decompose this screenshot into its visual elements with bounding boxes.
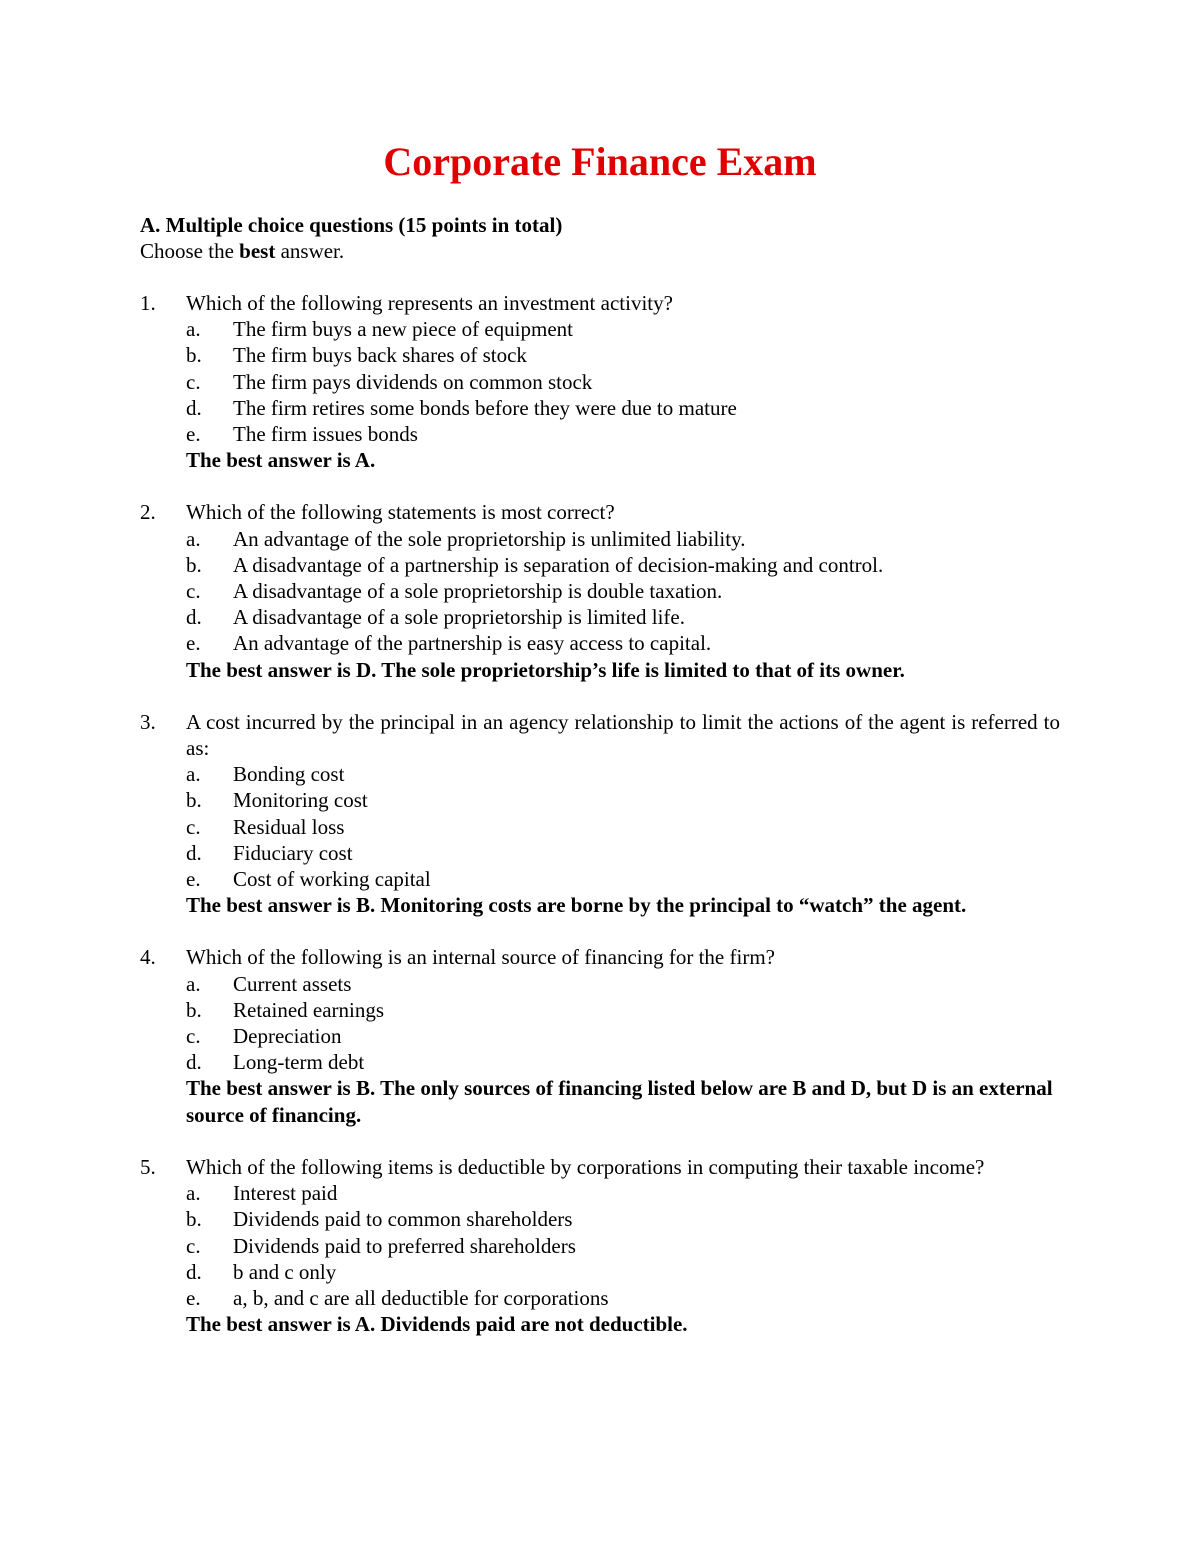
option-text: The firm retires some bonds before they were due to mature: [233, 395, 737, 420]
option-letter: b.: [186, 997, 202, 1022]
question-number: 2.: [140, 500, 156, 525]
option-item: [186, 578, 1060, 604]
option-text: Fiduciary cost: [233, 840, 353, 865]
option-item: [186, 787, 1060, 813]
option-letter: b.: [186, 552, 202, 577]
option-letter: e.: [186, 1285, 201, 1310]
page-title: Corporate Finance Exam: [383, 139, 817, 184]
question-text: Which of the following statements is most correct?: [186, 500, 615, 525]
option-text: An advantage of the sole proprietorship is unlimited liability.: [233, 526, 746, 551]
answer-text: The best answer is B. Monitoring costs are borne by the principal to “watch” the agent.: [186, 893, 967, 918]
option-letter: d.: [186, 1050, 202, 1075]
question-text: Which of the following represents an investment activity?: [186, 291, 673, 315]
instructions-text: Choose the: [140, 239, 240, 263]
option-item: [186, 604, 1060, 630]
option-item: [186, 997, 1060, 1023]
option-letter: a.: [186, 1181, 201, 1206]
question-1: [140, 290, 1060, 473]
option-letter: e.: [186, 631, 201, 656]
option-list: [186, 526, 1060, 657]
option-text: Dividends paid to common shareholders: [233, 1207, 573, 1232]
section-heading: A. Multiple choice questions (15 points in total): [140, 213, 563, 237]
option-item: [186, 1023, 1060, 1049]
option-item: [186, 552, 1060, 578]
question-number: 4.: [140, 945, 156, 970]
question-list: [140, 290, 1060, 1363]
option-list: [186, 761, 1060, 892]
option-item: [186, 971, 1060, 997]
answer-text: The best answer is D. The sole proprietorship’s life is limited to that of its owner.: [186, 657, 905, 682]
option-item: [186, 1285, 1060, 1311]
question-3: [140, 709, 1060, 919]
option-text: The firm buys a new piece of equipment: [233, 317, 573, 342]
option-item: [186, 630, 1060, 656]
option-item: [186, 1259, 1060, 1285]
instructions-text-end: answer.: [275, 239, 345, 263]
option-item: [186, 342, 1060, 368]
question-number: 5.: [140, 1154, 156, 1179]
option-letter: c.: [186, 369, 201, 394]
option-item: [186, 1233, 1060, 1259]
option-text: The firm issues bonds: [233, 422, 418, 447]
option-letter: c.: [186, 814, 201, 839]
option-text: Monitoring cost: [233, 788, 368, 813]
question-5: [140, 1154, 1060, 1337]
question-2: [140, 499, 1060, 682]
option-list: [186, 1180, 1060, 1311]
option-text: Long-term debt: [233, 1050, 365, 1075]
option-letter: a.: [186, 317, 201, 342]
option-item: [186, 814, 1060, 840]
instructions-emphasis: best: [239, 239, 276, 263]
question-number: 1.: [140, 291, 156, 315]
question-4: [140, 944, 1060, 1127]
question-text: Which of the following items is deductible by corporations in computing their taxable income?: [186, 1154, 985, 1179]
option-list: [186, 316, 1060, 447]
option-letter: d.: [186, 605, 202, 630]
option-text: A disadvantage of a sole proprietorship is limited life.: [233, 605, 685, 630]
option-text: The firm buys back shares of stock: [233, 343, 527, 368]
option-item: [186, 421, 1060, 447]
option-item: [186, 316, 1060, 342]
option-text: Retained earnings: [233, 997, 385, 1022]
option-letter: b.: [186, 1207, 202, 1232]
option-text: A disadvantage of a sole proprietorship is double taxation.: [233, 579, 723, 604]
option-text: Cost of working capital: [233, 867, 431, 892]
option-text: Current assets: [233, 971, 352, 996]
option-item: [186, 761, 1060, 787]
option-item: [186, 866, 1060, 892]
question-number: 3.: [140, 709, 156, 734]
option-item: [186, 526, 1060, 552]
option-letter: a.: [186, 971, 201, 996]
option-item: [186, 1206, 1060, 1232]
option-letter: d.: [186, 395, 202, 420]
option-item: [186, 840, 1060, 866]
answer-text: The best answer is A. Dividends paid are not deductible.: [186, 1312, 688, 1337]
option-text: Depreciation: [233, 1024, 342, 1049]
option-letter: d.: [186, 840, 202, 865]
option-text: b and c only: [233, 1259, 337, 1284]
option-item: [186, 369, 1060, 395]
option-letter: a.: [186, 762, 201, 787]
option-letter: c.: [186, 1024, 201, 1049]
option-text: Interest paid: [233, 1181, 338, 1206]
option-item: [186, 1049, 1060, 1075]
option-text: Residual loss: [233, 814, 345, 839]
instructions: [140, 238, 344, 264]
option-item: [186, 395, 1060, 421]
question-text: A cost incurred by the principal in an agency relationship to limit the actions of the agent is referred to as:: [186, 709, 1060, 761]
option-letter: e.: [186, 422, 201, 447]
option-text: Bonding cost: [233, 762, 345, 787]
option-letter: e.: [186, 867, 201, 892]
option-letter: d.: [186, 1259, 202, 1284]
option-letter: c.: [186, 1233, 201, 1258]
option-text: A disadvantage of a partnership is separation of decision-making and control.: [233, 552, 884, 577]
question-text: Which of the following is an internal source of financing for the firm?: [186, 945, 775, 970]
option-letter: b.: [186, 343, 202, 368]
option-text: The firm pays dividends on common stock: [233, 369, 593, 394]
option-item: [186, 1180, 1060, 1206]
answer-text: The best answer is A.: [186, 448, 376, 473]
option-letter: c.: [186, 579, 201, 604]
option-list: [186, 971, 1060, 1076]
option-letter: b.: [186, 788, 202, 813]
option-letter: a.: [186, 526, 201, 551]
option-text: a, b, and c are all deductible for corporations: [233, 1285, 609, 1310]
answer-text: The best answer is B. The only sources of financing listed below are B and D, but D is an external source of financing.: [186, 1076, 1053, 1127]
option-text: An advantage of the partnership is easy access to capital.: [233, 631, 712, 656]
option-text: Dividends paid to preferred shareholders: [233, 1233, 576, 1258]
